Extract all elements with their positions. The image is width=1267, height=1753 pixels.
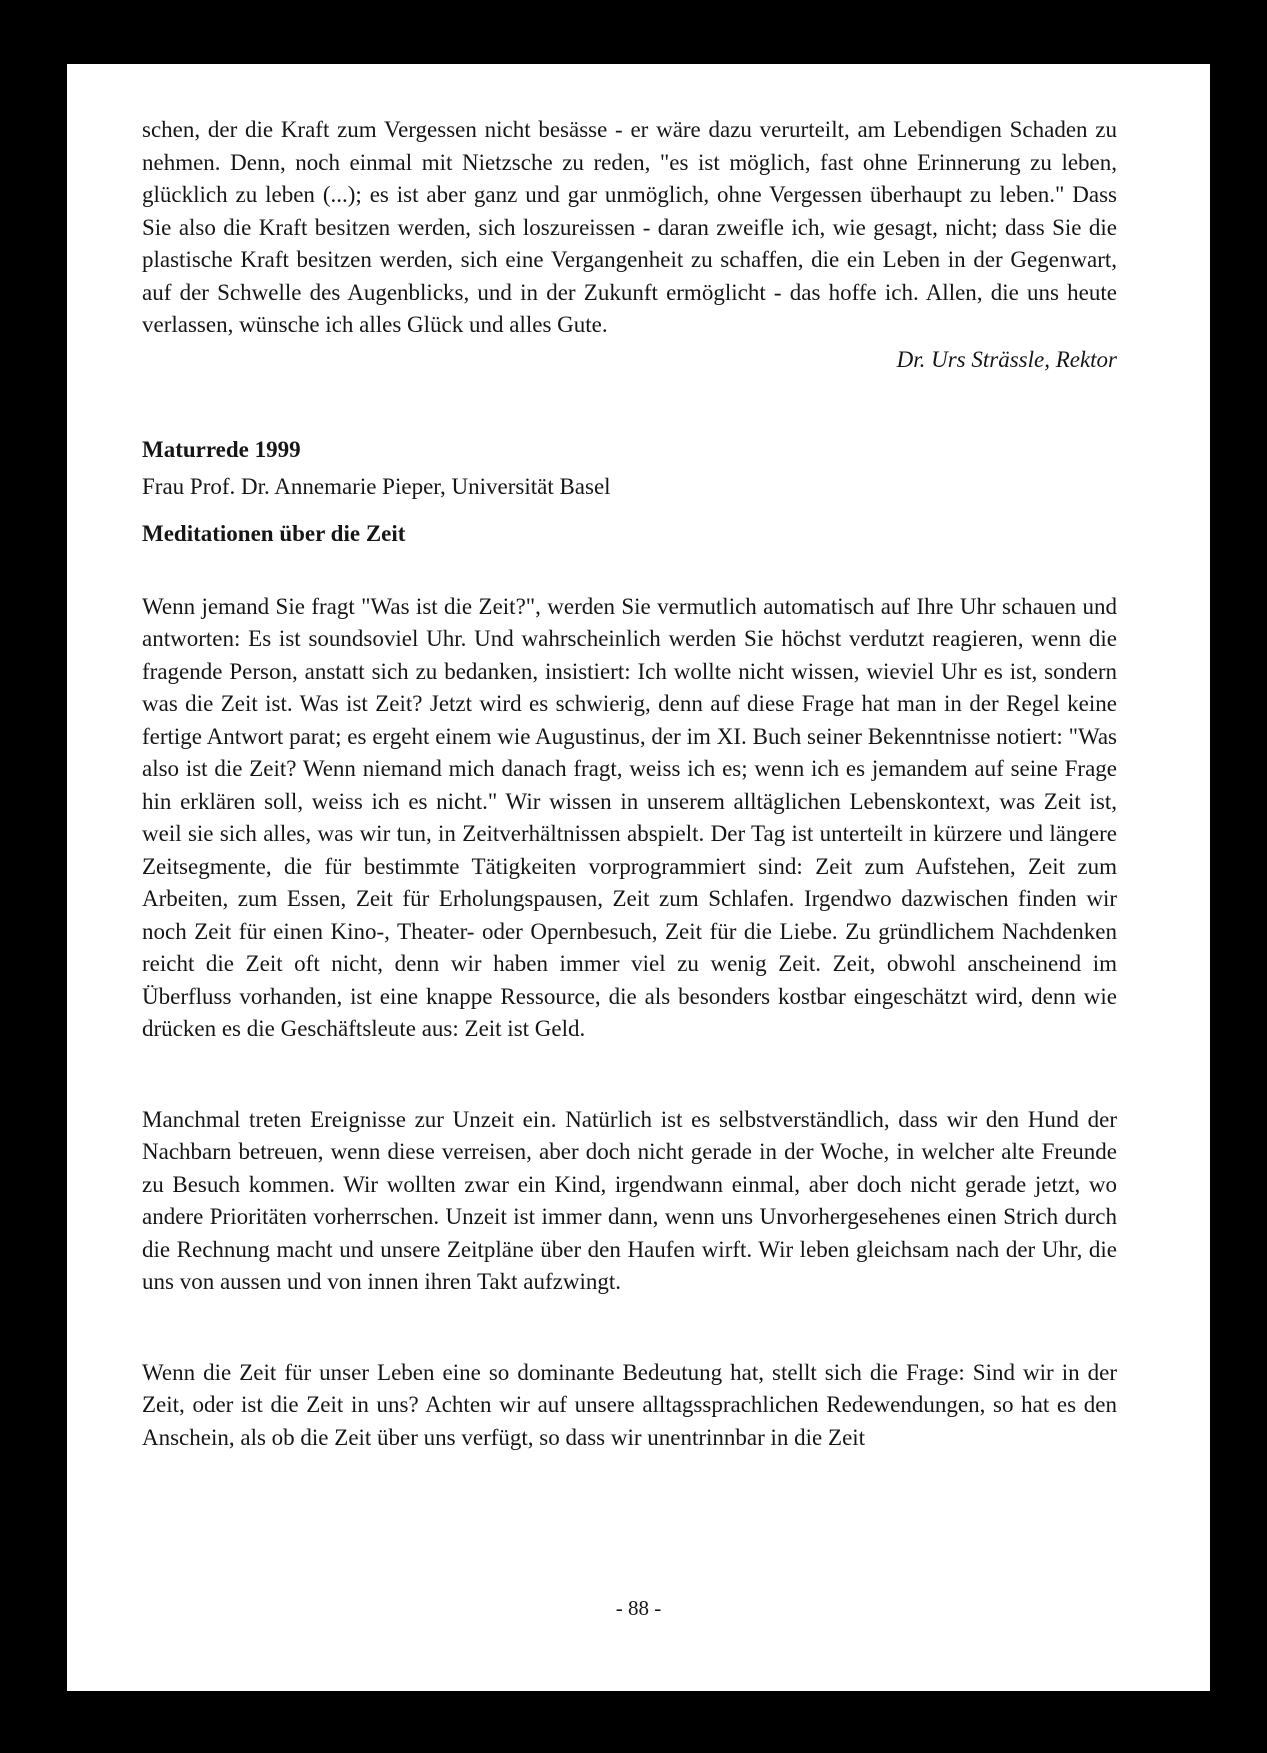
body-paragraph: Manchmal treten Ereignisse zur Unzeit ein. Natürlich ist es selbstverständlich, dass wir den Hund der Nachbarn betreuen, wenn diese verreisen, aber doch nicht gerade in der Woche, in welcher alte Freunde zu Besuch kommen. Wir wollten zwar ein Kind, irgendwann einmal, aber doch nicht gerade jetzt, wo andere Prioritäten vorherrschen. Unzeit ist immer dann, wenn uns Unvorhergesehenes einen Strich durch die Rechnung macht und unsere Zeitpläne über den Haufen wirft. Wir leben gleichsam nach der Uhr, die uns von aussen und von innen ihren Takt aufzwingt. xyxy=(142,1106,1117,1294)
body-paragraph: Wenn jemand Sie fragt "Was ist die Zeit?", werden Sie vermutlich automatisch auf Ihre Uhr schauen und antworten: Es ist soundsoviel Uhr. Und wahrscheinlich werden Sie höchst verdutzt reagieren, wenn die fragende Person, anstatt sich zu bedanken, insistiert: Ich wollte nicht wissen, wieviel Uhr es ist, sondern was die Zeit ist. Was ist Zeit? Jetzt wird es schwierig, denn auf diese Frage hat man in der Regel keine fertige Antwort parat; es ergeht einem wie Augustinus, der im XI. Buch seiner Bekenntnisse notiert: "Was also ist die Zeit? Wenn niemand mich danach fragt, weiss ich es; wenn ich es jemandem auf seine Frage hin erklären soll, weiss ich es nicht." Wir wissen in unserem alltäglichen Lebenskontext, was Zeit ist, weil sie sich alles, was wir tun, in Zeitverhältnissen abspielt. Der Tag ist unterteilt in kürzere und längere Zeitsegmente, die für bestimmte Tätigkeiten vorprogrammiert sind: Zeit zum Aufstehen, Zeit zum Arbeiten, zum Essen, Zeit für Erholungspausen, Zeit zum Schlafen. Irgendwo dazwischen finden wir noch Zeit für einen Kino-, Theater- oder Opernbesuch, Zeit für die Liebe. Zu gründlichem Nachdenken reicht die Zeit oft nicht, denn wir haben immer viel zu wenig Zeit. Zeit, obwohl anscheinend im Überfluss vorhanden, ist eine knappe Ressource, die als besonders kostbar eingeschätzt wird, denn wie drücken es die Geschäftsleute aus: Zeit ist Geld. xyxy=(142,593,1117,1041)
intro-paragraph: schen, der die Kraft zum Vergessen nicht besässe - er wäre dazu verurteilt, am Lebendigen Schaden zu nehmen. Denn, noch einmal mit Nietzsche zu reden, "es ist möglich, fast ohne Erinnerung zu leben, glücklich zu leben (...); es ist aber ganz und gar unmöglich, ohne Vergessen überhaupt zu leben." Dass Sie also die Kraft besitzen werden, sich loszureissen - daran zweifle ich, wie gesagt, nicht; dass Sie die plastische Kraft besitzen werden, sich eine Vergangenheit zu schaffen, die ein Leben in der Gegenwart, auf der Schwelle des Augenblicks, und in der Zukunft ermöglicht - das hoffe ich. Allen, die uns heute verlassen, wünsche ich alles Glück und alles Gute. xyxy=(142,117,1117,337)
signature: Dr. Urs Strässle, Rektor xyxy=(896,346,1117,372)
speech-subtitle: Meditationen über die Zeit xyxy=(142,521,406,546)
document-page xyxy=(67,64,1210,1691)
speaker-line: Frau Prof. Dr. Annemarie Pieper, Universität Basel xyxy=(142,473,611,499)
page-number: - 88 - xyxy=(615,1596,662,1620)
page-content xyxy=(142,114,1117,1454)
speech-title: Maturrede 1999 xyxy=(142,437,301,462)
body-paragraph: Wenn die Zeit für unser Leben eine so dominante Bedeutung hat, stellt sich die Frage: Sind wir in der Zeit, oder ist die Zeit in uns? Achten wir auf unsere alltagssprachlichen Redewendungen, so hat es den Anschein, als ob die Zeit über uns verfügt, so dass wir unentrinnbar in die Zeit xyxy=(142,1359,1117,1450)
